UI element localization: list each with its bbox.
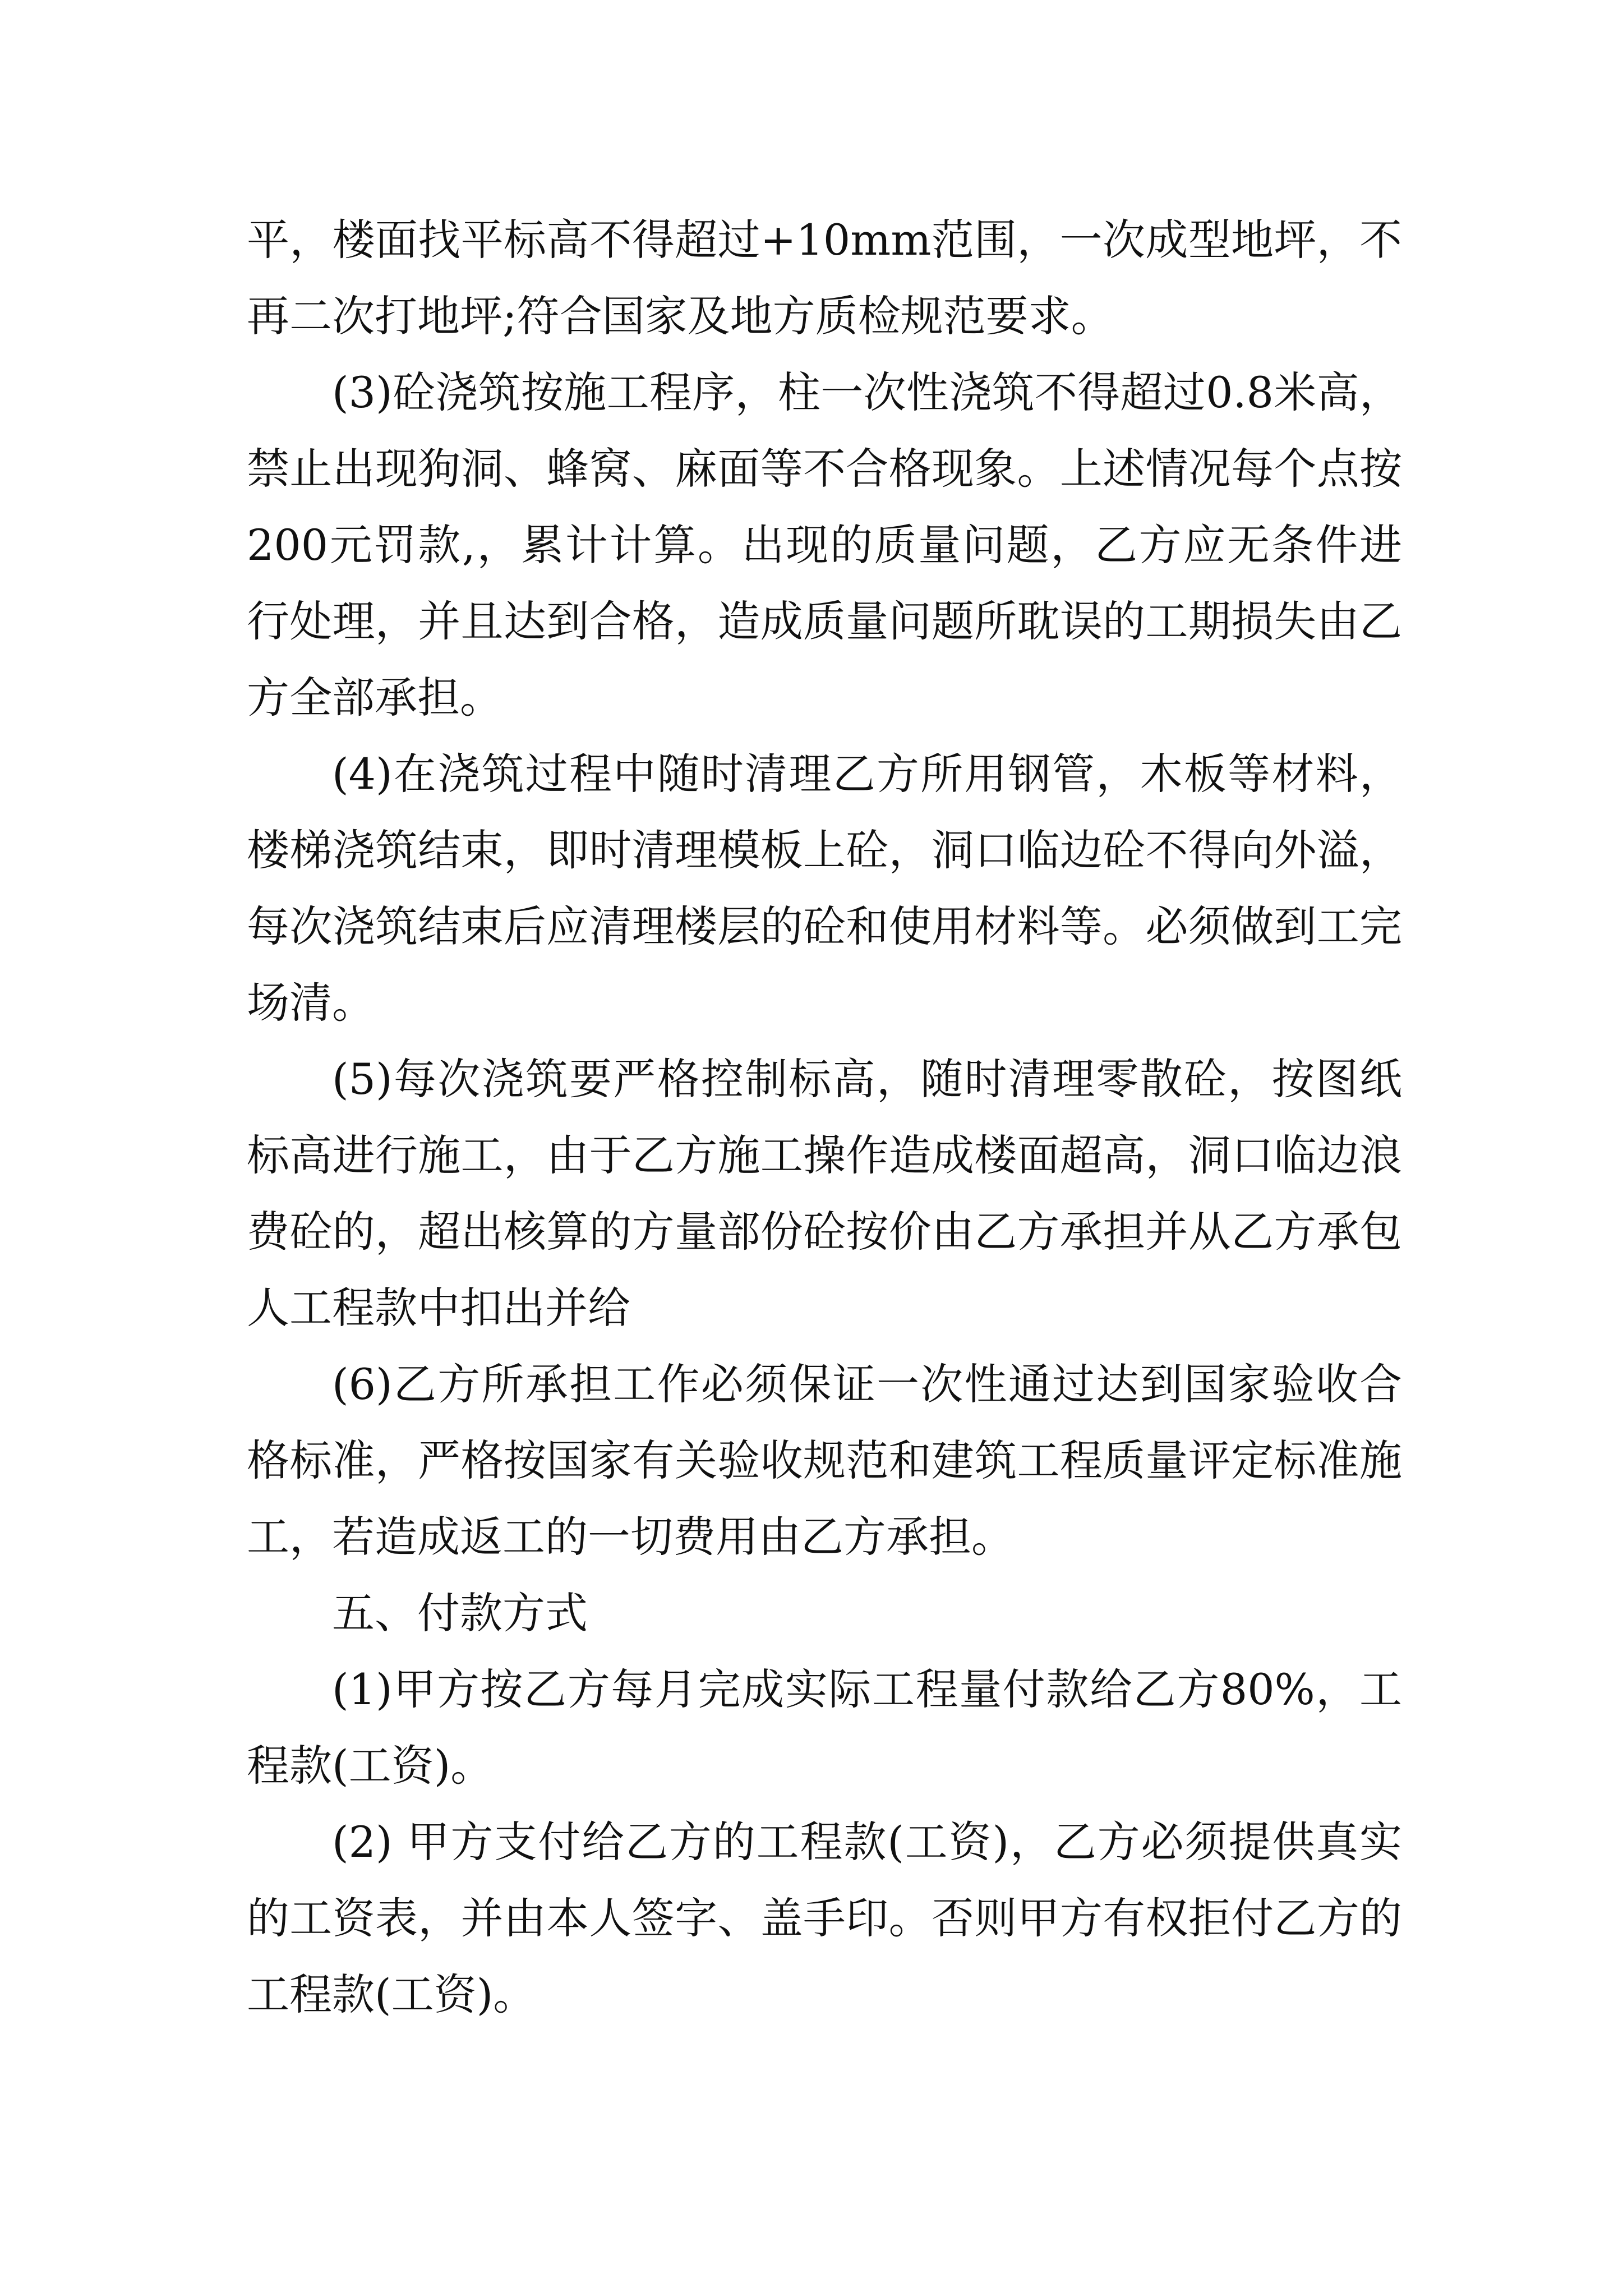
paragraph-item-6: (6)乙方所承担工作必须保证一次性通过达到国家验收合格标准，严格按国家有关验收规范和建筑工程质量评定标准施工，若造成返工的一切费用由乙方承担。 <box>247 1359 1402 1562</box>
paragraph-item-5: (5)每次浇筑要严格控制标高，随时清理零散砼，按图纸标高进行施工，由于乙方施工操作造成楼面超高，洞口临边浪费砼的，超出核算的方量部份砼按价由乙方承担并从乙方承包人工程款中扣出并给 <box>247 1054 1402 1333</box>
paragraph-continuation: 平，楼面找平标高不得超过+10mm范围，一次成型地坪，不再二次打地坪;符合国家及地方质检规范要求。 <box>247 215 1402 341</box>
document-body <box>247 202 1402 2033</box>
paragraph-payment-1: (1)甲方按乙方每月完成实际工程量付款给乙方80%，工程款(工资)。 <box>247 1664 1402 1791</box>
paragraph-payment-2: (2) 甲方支付给乙方的工程款(工资)，乙方必须提供真实的工资表，并由本人签字、盖手印。否则甲方有权拒付乙方的工程款(工资)。 <box>247 1817 1402 2019</box>
section-heading-payment: 五、付款方式 <box>332 1588 588 1638</box>
paragraph-item-3: (3)砼浇筑按施工程序，柱一次性浇筑不得超过0.8米高，禁止出现狗洞、蜂窝、麻面等不合格现象。上述情况每个点按200元罚款,，累计计算。出现的质量问题，乙方应无条件进行处理，并且达到合格，造成质量问题所耽误的工期损失由乙方全部承担。 <box>247 367 1402 723</box>
paragraph-item-4: (4)在浇筑过程中随时清理乙方所用钢管，木板等材料，楼梯浇筑结束，即时清理模板上砼，洞口临边砼不得向外溢，每次浇筑结束后应清理楼层的砼和使用材料等。必须做到工完场清。 <box>247 749 1402 1028</box>
